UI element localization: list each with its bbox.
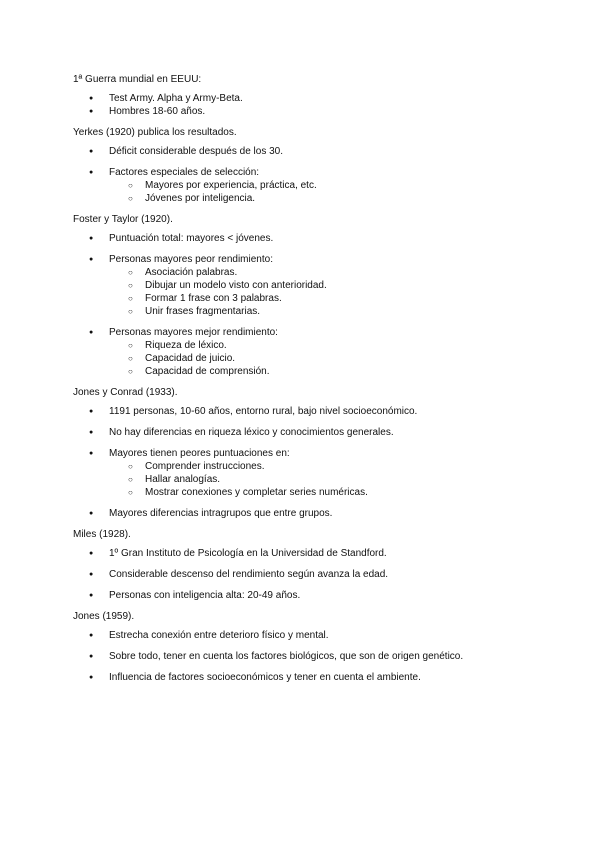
bullet-item: ● Influencia de factores socioeconómicos y tener en cuenta el ambiente. bbox=[73, 671, 573, 684]
bullet-group bbox=[73, 547, 573, 560]
sub-bullet-item: ○ Comprender instrucciones. bbox=[73, 460, 573, 473]
bullet-group bbox=[73, 253, 573, 318]
section-heading: Jones (1959). bbox=[73, 611, 135, 622]
sub-bullet-item: ○ Jóvenes por inteligencia. bbox=[73, 192, 573, 205]
bullet-item: ● Personas con inteligencia alta: 20-49 años. bbox=[73, 589, 573, 602]
bullet-group bbox=[73, 405, 573, 418]
sub-bullet-item: ○ Capacidad de juicio. bbox=[73, 352, 573, 365]
sub-bullet-item: ○ Formar 1 frase con 3 palabras. bbox=[73, 292, 573, 305]
bullet-group bbox=[73, 671, 573, 684]
sub-bullet-item: ○ Mostrar conexiones y completar series numéricas. bbox=[73, 486, 573, 499]
sub-bullet-item: ○ Dibujar un modelo visto con anterioridad. bbox=[73, 279, 573, 292]
bullet-item: ● Déficit considerable después de los 30. bbox=[73, 145, 573, 158]
bullet-group bbox=[73, 447, 573, 499]
section-heading: Foster y Taylor (1920). bbox=[73, 214, 173, 225]
section-heading: Jones y Conrad (1933). bbox=[73, 387, 178, 398]
bullet-item: ● Personas mayores peor rendimiento: bbox=[73, 253, 573, 266]
bullet-group bbox=[73, 568, 573, 581]
bullet-group bbox=[73, 92, 573, 118]
bullet-item: ● No hay diferencias en riqueza léxico y conocimientos generales. bbox=[73, 426, 573, 439]
bullet-group bbox=[73, 232, 573, 245]
bullet-group bbox=[73, 650, 573, 663]
bullet-item: ● 1º Gran Instituto de Psicología en la Universidad de Standford. bbox=[73, 547, 573, 560]
bullet-item: ● 1191 personas, 10-60 años, entorno rural, bajo nivel socioeconómico. bbox=[73, 405, 573, 418]
section-heading: Yerkes (1920) publica los resultados. bbox=[73, 127, 237, 138]
bullet-group bbox=[73, 166, 573, 205]
bullet-item: ● Hombres 18-60 años. bbox=[73, 105, 573, 118]
bullet-group bbox=[73, 426, 573, 439]
bullet-group bbox=[73, 589, 573, 602]
bullet-item: ● Considerable descenso del rendimiento según avanza la edad. bbox=[73, 568, 573, 581]
sub-bullet-item: ○ Capacidad de comprensión. bbox=[73, 365, 573, 378]
bullet-item: ● Puntuación total: mayores < jóvenes. bbox=[73, 232, 573, 245]
bullet-item: ● Test Army. Alpha y Army-Beta. bbox=[73, 92, 573, 105]
sub-bullet-item: ○ Riqueza de léxico. bbox=[73, 339, 573, 352]
bullet-item: ● Sobre todo, tener en cuenta los factores biológicos, que son de origen genético. bbox=[73, 650, 573, 663]
sub-bullet-item: ○ Asociación palabras. bbox=[73, 266, 573, 279]
section-heading: 1ª Guerra mundial en EEUU: bbox=[73, 74, 202, 85]
sub-bullet-item: ○ Mayores por experiencia, práctica, etc. bbox=[73, 179, 573, 192]
bullet-item: ● Mayores diferencias intragrupos que entre grupos. bbox=[73, 507, 573, 520]
bullet-group bbox=[73, 145, 573, 158]
bullet-group bbox=[73, 629, 573, 642]
bullet-item: ● Personas mayores mejor rendimiento: bbox=[73, 326, 573, 339]
bullet-item: ● Mayores tienen peores puntuaciones en: bbox=[73, 447, 573, 460]
section-heading: Miles (1928). bbox=[73, 529, 131, 540]
bullet-item: ● Estrecha conexión entre deterioro físico y mental. bbox=[73, 629, 573, 642]
bullet-item: ● Factores especiales de selección: bbox=[73, 166, 573, 179]
document-content bbox=[73, 66, 573, 692]
bullet-group bbox=[73, 507, 573, 520]
bullet-group bbox=[73, 326, 573, 378]
sub-bullet-item: ○ Unir frases fragmentarias. bbox=[73, 305, 573, 318]
sub-bullet-item: ○ Hallar analogías. bbox=[73, 473, 573, 486]
